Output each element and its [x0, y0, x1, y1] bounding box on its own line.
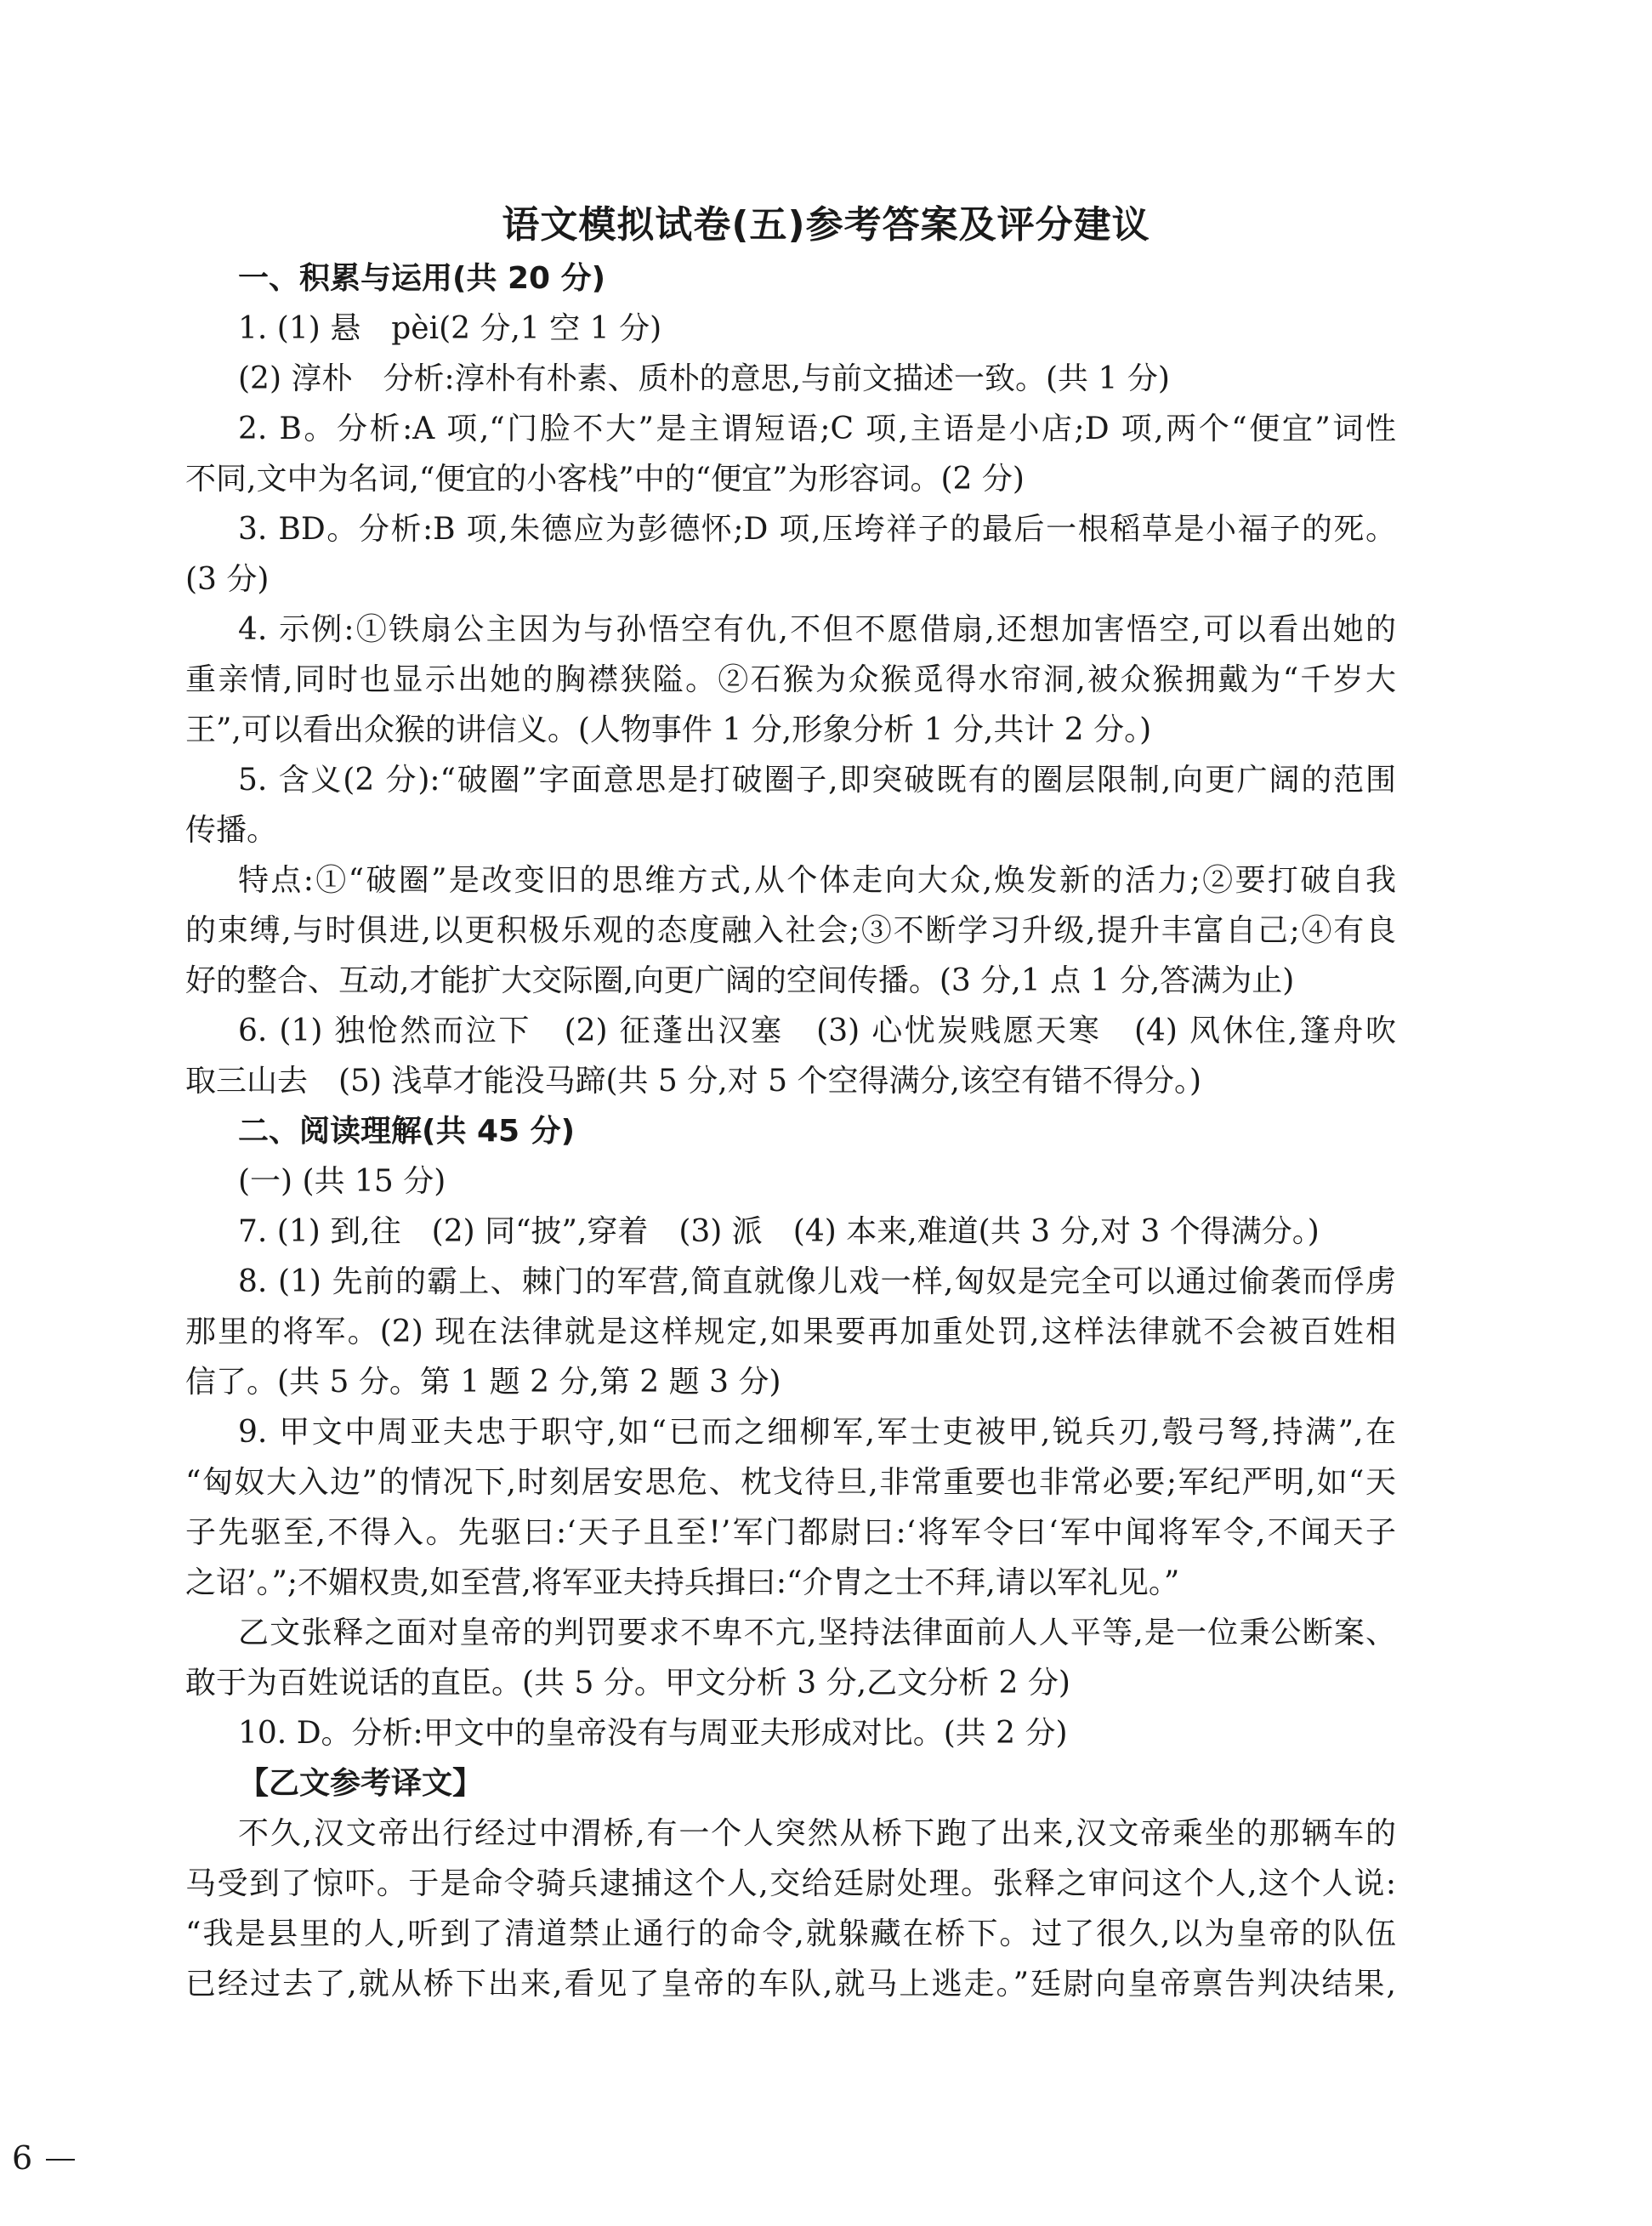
answer-line: 5. 含义(2 分):“破圈”字面意思是打破圈子,即突破既有的圈层限制,向更广阔的范围: [238, 763, 1396, 798]
answer-line: 传播。: [185, 813, 278, 848]
answer-line: 信了。(共 5 分。第 1 题 2 分,第 2 题 3 分): [185, 1365, 781, 1400]
translation-line: “我是县里的人,听到了清道禁止通行的命令,就躲藏在桥下。过了很久,以为皇帝的队伍: [185, 1917, 1396, 1951]
answer-line: 特点:①“破圈”是改变旧的思维方式,从个体走向大众,焕发新的活力;②要打破自我: [238, 863, 1396, 898]
answer-line: (3 分): [185, 562, 270, 597]
answer-line: 6. (1) 独怆然而泣下 (2) 征蓬出汉塞 (3) 心忧炭贱愿天寒 (4) 风休住,篷舟吹: [238, 1014, 1396, 1048]
translation-line: 不久,汉文帝出行经过中渭桥,有一个人突然从桥下跑了出来,汉文帝乘坐的那辆车的: [238, 1816, 1396, 1851]
translation-line: 马受到了惊吓。于是命令骑兵逮捕这个人,交给廷尉处理。张释之审问这个人,这个人说:: [185, 1866, 1396, 1901]
answer-line: 那里的将军。(2) 现在法律就是这样规定,如果要再加重处罚,这样法律就不会被百姓相: [185, 1315, 1396, 1349]
answer-line: 10. D。分析:甲文中的皇帝没有与周亚夫形成对比。(共 2 分): [238, 1716, 1068, 1751]
answer-line: 7. (1) 到,往 (2) 同“披”,穿着 (3) 派 (4) 本来,难道(共 3 分,对 3 个得满分。): [238, 1214, 1320, 1249]
answer-line: 敢于为百姓说话的直臣。(共 5 分。甲文分析 3 分,乙文分析 2 分): [185, 1666, 1070, 1701]
answer-line: 不同,文中为名词,“便宜的小客栈”中的“便宜”为形容词。(2 分): [185, 462, 1025, 497]
answer-line: 乙文张释之面对皇帝的判罚要求不卑不亢,坚持法律面前人人平等,是一位秉公断案、: [238, 1616, 1396, 1650]
page-footer: [0, 2124, 1652, 2226]
answer-line: 重亲情,同时也显示出她的胸襟狭隘。②石猴为众猴觅得水帘洞,被众猴拥戴为“千岁大: [185, 662, 1396, 697]
answer-line: 4. 示例:①铁扇公主因为与孙悟空有仇,不但不愿借扇,还想加害悟空,可以看出她的: [238, 612, 1396, 647]
answer-line: 好的整合、互动,才能扩大交际圈,向更广阔的空间传播。(3 分,1 点 1 分,答满为止): [185, 963, 1295, 998]
answer-line: 之诏’。”;不媚权贵,如至营,将军亚夫持兵揖曰:“介胄之士不拜,请以军礼见。”: [185, 1565, 1180, 1600]
section-heading: 一、积累与运用(共 20 分): [238, 261, 606, 296]
answer-line: 3. BD。分析:B 项,朱德应为彭德怀;D 项,压垮祥子的最后一根稻草是小福子的死。: [238, 512, 1396, 547]
answer-content: [185, 253, 1396, 2009]
section-heading: 二、阅读理解(共 45 分): [238, 1114, 576, 1149]
answer-line: “匈奴大入边”的情况下,时刻居安思危、枕戈待旦,非常重要也非常必要;军纪严明,如“天: [185, 1465, 1396, 1500]
translation-heading: 【乙文参考译文】: [238, 1766, 484, 1801]
translation-line: 已经过去了,就从桥下出来,看见了皇帝的车队,就马上逃走。”廷尉向皇帝禀告判决结果,: [185, 1967, 1396, 2002]
answer-line: 王”,可以看出众猴的讲信义。(人物事件 1 分,形象分析 1 分,共计 2 分。): [185, 713, 1152, 747]
answer-line: (2) 淳朴 分析:淳朴有朴素、质朴的意思,与前文描述一致。(共 1 分): [238, 361, 1170, 396]
answer-line: 子先驱至,不得入。先驱曰:‘天子且至!’军门都尉曰:‘将军令曰‘军中闻将军令,不闻天子: [185, 1515, 1396, 1550]
answer-line: 2. B。分析:A 项,“门脸不大”是主谓短语;C 项,主语是小店;D 项,两个“便宜”词性: [238, 412, 1396, 446]
page-number-dash: [46, 2159, 75, 2161]
answer-line: 1. (1) 悬 pèi(2 分,1 空 1 分): [238, 311, 662, 346]
answer-line: 取三山去 (5) 浅草才能没马蹄(共 5 分,对 5 个空得满分,该空有错不得分。): [185, 1064, 1201, 1099]
answer-line: 9. 甲文中周亚夫忠于职守,如“已而之细柳军,军士吏被甲,锐兵刃,彀弓弩,持满”,在: [238, 1415, 1396, 1450]
subsection-heading: (一) (共 15 分): [238, 1164, 446, 1199]
answer-line: 的束缚,与时俱进,以更积极乐观的态度融入社会;③不断学习升级,提升丰富自己;④有良: [185, 913, 1396, 948]
page-number: 6: [12, 2139, 33, 2177]
answer-line: 8. (1) 先前的霸上、棘门的军营,简直就像儿戏一样,匈奴是完全可以通过偷袭而俘虏: [238, 1264, 1396, 1299]
document-title: 语文模拟试卷(五)参考答案及评分建议: [502, 203, 1150, 247]
